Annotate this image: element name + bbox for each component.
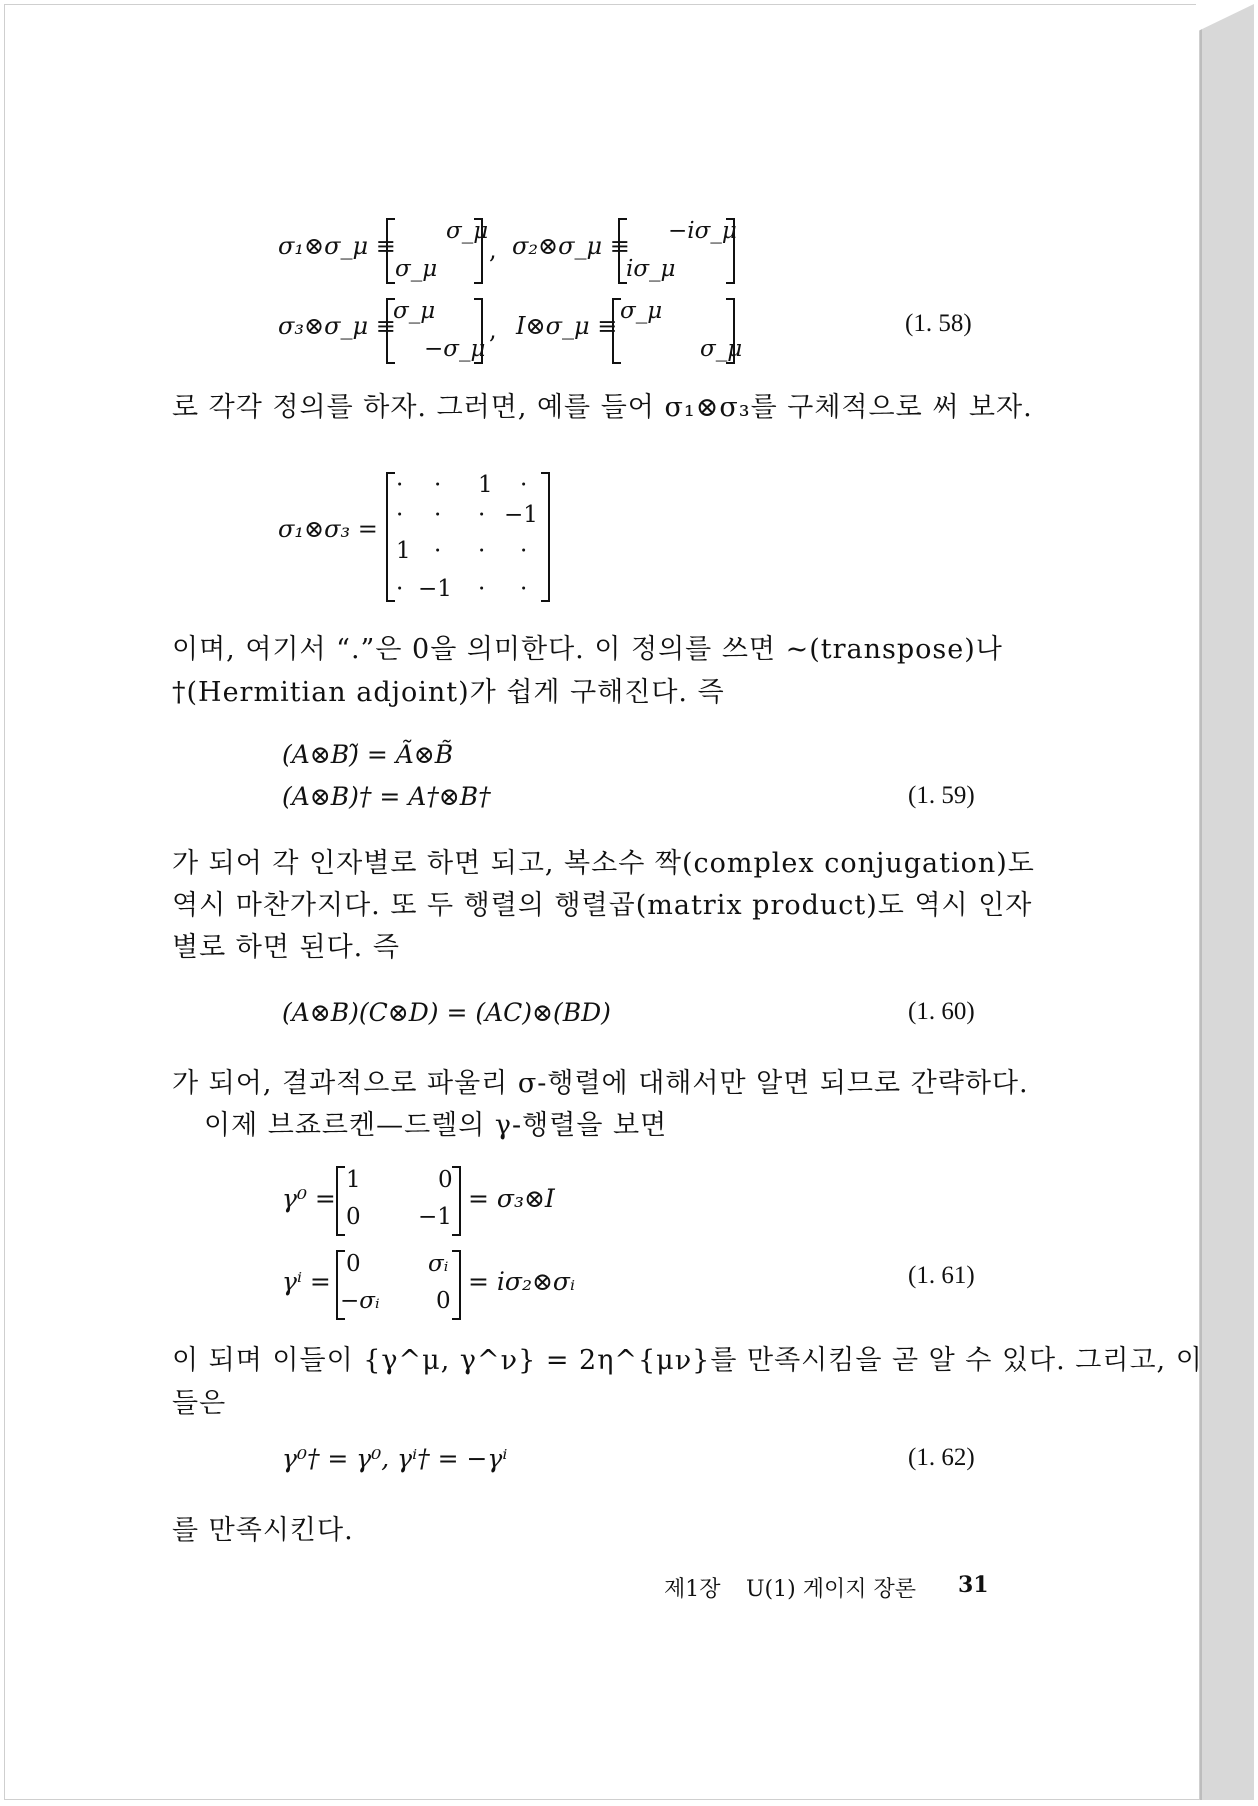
page-number: 31 bbox=[958, 1572, 989, 1598]
eq158-lhs1: σ₁⊗σ_μ ≡ bbox=[278, 232, 396, 260]
paragraph-line: 이 되며 이들이 {γ^μ, γ^ν} = 2η^{μν}를 만족시킴을 곧 알 수 있다. 그리고, 이 bbox=[172, 1345, 1203, 1376]
matrix-cell: · bbox=[520, 538, 528, 564]
equation-number: (1. 58) bbox=[905, 310, 972, 337]
paragraph-line: 를 만족시킨다. bbox=[172, 1515, 354, 1546]
gamma0-cell: −1 bbox=[418, 1204, 452, 1230]
book-spine-top bbox=[1196, 4, 1254, 32]
equation-number: (1. 62) bbox=[908, 1444, 975, 1471]
paragraph-line: 가 되어, 결과적으로 파울리 σ-행렬에 대해서만 알면 되므로 간략하다. bbox=[172, 1068, 1029, 1099]
eq159-line1: (A⊗B)̃ = Ã⊗B̃ bbox=[282, 740, 454, 769]
matrix-cell: 1 bbox=[396, 538, 411, 564]
eq158-sep: , bbox=[489, 316, 497, 344]
eq158-sep: , bbox=[489, 236, 497, 264]
paragraph-line: 로 각각 정의를 하자. 그러면, 예를 들어 σ₁⊗σ₃를 구체적으로 써 보자. bbox=[172, 392, 1033, 423]
matrix-lhs: σ₁⊗σ₃ = bbox=[278, 515, 378, 543]
book-spine bbox=[1200, 4, 1254, 1800]
gammai-cell: −σᵢ bbox=[340, 1288, 380, 1314]
paragraph-line: †(Hermitian adjoint)가 쉽게 구해진다. 즉 bbox=[172, 677, 725, 708]
eq158-m3-cell: −σ_μ bbox=[424, 336, 486, 362]
matrix-cell: · bbox=[434, 538, 442, 564]
eq158-lhs4: I⊗σ_μ ≡ bbox=[516, 312, 618, 340]
book-spine-edge bbox=[1200, 4, 1202, 1800]
matrix-cell: · bbox=[478, 502, 486, 528]
gammai-cell: σᵢ bbox=[428, 1251, 449, 1277]
matrix-right-bracket bbox=[541, 472, 550, 602]
gamma0-lhs: γ⁰ = bbox=[282, 1184, 336, 1213]
gammai-lhs: γⁱ = bbox=[282, 1267, 331, 1296]
equation-number: (1. 60) bbox=[908, 998, 975, 1025]
matrix-cell: · bbox=[520, 472, 528, 498]
paragraph-line: 역시 마찬가지다. 또 두 행렬의 행렬곱(matrix product)도 역시 인자 bbox=[172, 890, 1033, 921]
eq158-m1-left-bracket bbox=[386, 218, 395, 284]
eq158-m3-right-bracket bbox=[474, 298, 483, 364]
matrix-cell: · bbox=[478, 576, 486, 602]
matrix-cell: · bbox=[434, 472, 442, 498]
paragraph-line: 들은 bbox=[172, 1388, 227, 1419]
gammai-right-bracket bbox=[452, 1250, 461, 1320]
eq158-m4-cell: σ_μ bbox=[700, 336, 743, 362]
eq158-m3-cell: σ_μ bbox=[393, 298, 436, 324]
eq158-m2-cell: iσ_μ bbox=[626, 256, 676, 282]
paragraph-line: 가 되어 각 인자별로 하면 되고, 복소수 짝(complex conjugation)도 bbox=[172, 848, 1035, 879]
eq158-m4-cell: σ_μ bbox=[620, 298, 663, 324]
gamma0-rhs: = σ₃⊗I bbox=[468, 1184, 555, 1213]
matrix-cell: · bbox=[434, 502, 442, 528]
eq162-expr: γ⁰† = γ⁰, γⁱ† = −γⁱ bbox=[282, 1444, 508, 1473]
matrix-cell: −1 bbox=[504, 502, 538, 528]
gamma0-cell: 0 bbox=[438, 1167, 453, 1193]
matrix-cell: · bbox=[396, 576, 404, 602]
matrix-left-bracket bbox=[386, 472, 395, 602]
gamma0-cell: 0 bbox=[346, 1204, 361, 1230]
matrix-cell: · bbox=[478, 538, 486, 564]
paragraph-line: 이며, 여기서 “.”은 0을 의미한다. 이 정의를 쓰면 ~(transpose)나 bbox=[172, 634, 1003, 665]
eq158-lhs3: σ₃⊗σ_μ ≡ bbox=[278, 312, 396, 340]
paragraph-line: 이제 브죠르켄—드렐의 γ-행렬을 보면 bbox=[204, 1110, 668, 1141]
eq158-m1-cell: σ_μ bbox=[446, 218, 489, 244]
matrix-cell: −1 bbox=[418, 576, 452, 602]
matrix-cell: · bbox=[396, 502, 404, 528]
gamma0-right-bracket bbox=[452, 1166, 461, 1236]
matrix-cell: · bbox=[396, 472, 404, 498]
eq158-m2-cell: −iσ_μ bbox=[668, 218, 737, 244]
equation-number: (1. 59) bbox=[908, 782, 975, 809]
equation-number: (1. 61) bbox=[908, 1262, 975, 1289]
matrix-cell: 1 bbox=[478, 472, 493, 498]
eq158-m2-right-bracket bbox=[726, 218, 735, 284]
gammai-cell: 0 bbox=[436, 1288, 451, 1314]
matrix-cell: · bbox=[520, 576, 528, 602]
gammai-rhs: = iσ₂⊗σᵢ bbox=[468, 1267, 576, 1296]
eq158-lhs2: σ₂⊗σ_μ ≡ bbox=[512, 232, 630, 260]
footer-chapter: 제1장 bbox=[664, 1577, 721, 1602]
footer-title: U(1) 게이지 장론 bbox=[746, 1577, 916, 1602]
gamma0-left-bracket bbox=[336, 1166, 345, 1236]
paragraph-line: 별로 하면 된다. 즉 bbox=[172, 932, 400, 963]
eq158-m1-right-bracket bbox=[474, 218, 483, 284]
gamma0-cell: 1 bbox=[346, 1167, 361, 1193]
eq158-m4-right-bracket bbox=[726, 298, 735, 364]
gammai-cell: 0 bbox=[346, 1251, 361, 1277]
eq160-expr: (A⊗B)(C⊗D) = (AC)⊗(BD) bbox=[282, 998, 611, 1027]
eq159-line2: (A⊗B)† = A†⊗B† bbox=[282, 782, 491, 811]
eq158-m1-cell: σ_μ bbox=[395, 256, 438, 282]
